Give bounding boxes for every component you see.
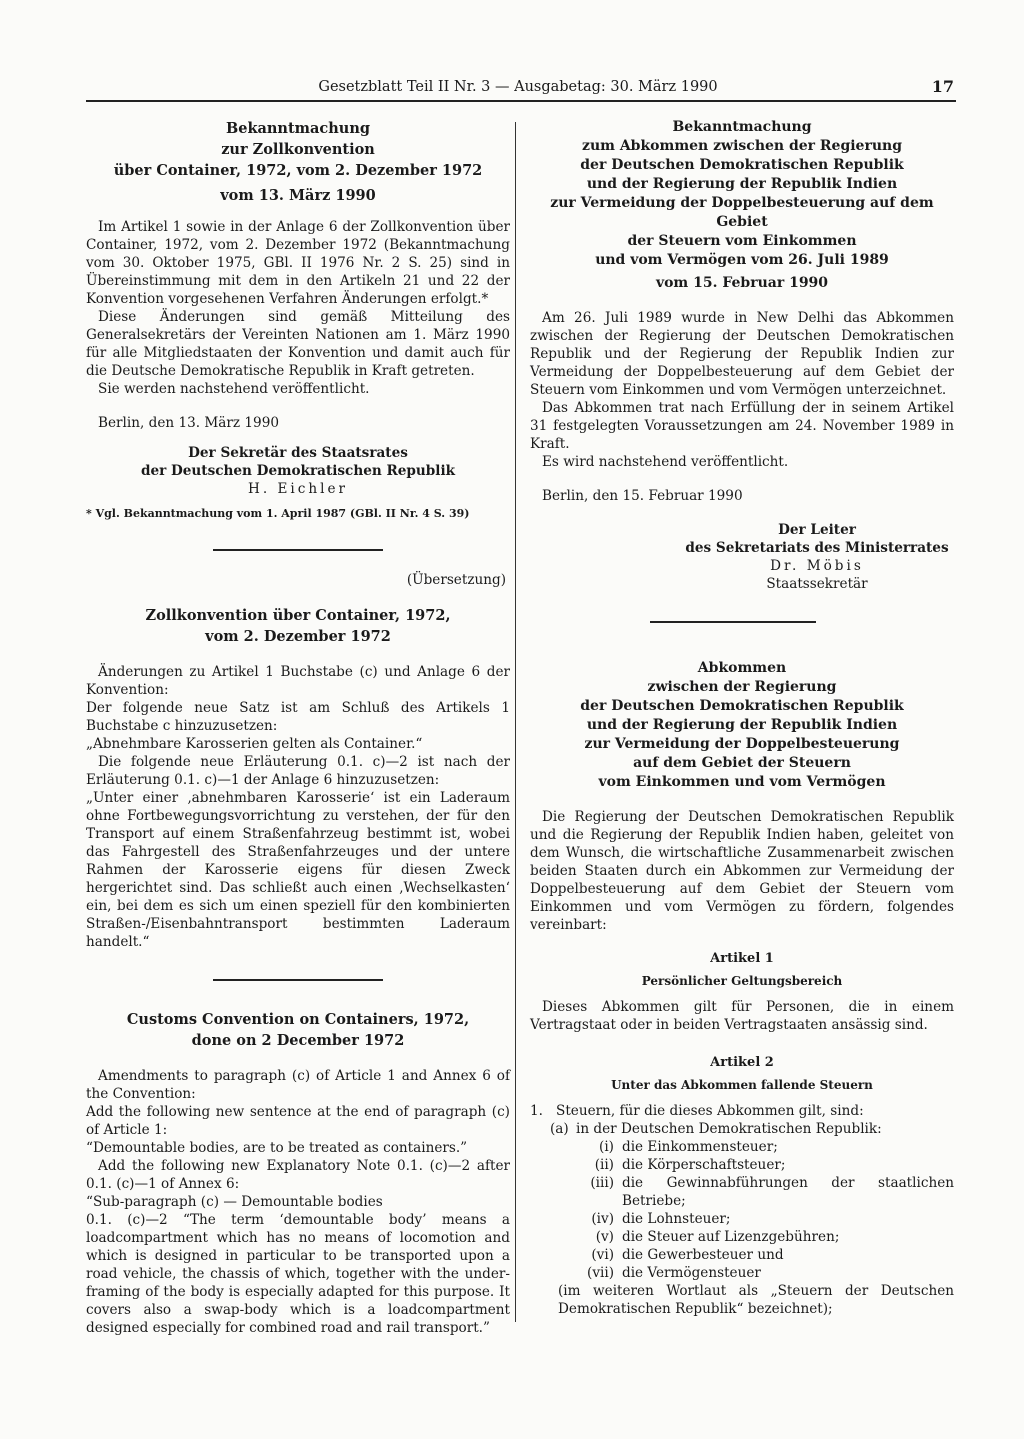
notice2-signatory-name: Dr. Möbis [770,558,864,574]
item-label: (a) [550,1121,569,1137]
notice2-title-line: zum Abkommen zwischen der Regierung [582,138,902,154]
agreement-title-line: Abkommen [697,660,787,676]
german-para-2: Der folgende neue Satz ist am Schluß des Artikels 1 Buchstabe c hinzuzusetzen: [86,700,510,734]
page-number: 17 [931,77,954,96]
notice2-title-line: der Steuern vom Einkommen [627,233,857,249]
notice1-title-line: zur Zollkonvention [221,141,375,158]
notice1-title-line: über Container, 1972, vom 2. Dezember 1972 [113,162,483,179]
item-label: (iii) [590,1175,614,1191]
list-item [530,1156,954,1174]
notice2-para-2: Das Abkommen trat nach Erfüllung der in seinem Artikel 31 festgelegten Voraussetzungen am 24. November 1989 in Kraft. [530,400,954,452]
item-label: (v) [595,1229,614,1245]
item-text: in der Deutschen Demokratischen Republik: [576,1121,882,1137]
article2-closing: (im weiteren Wortlaut als „Steuern der Deutschen Demokratischen Republik“ bezeichnet); [558,1283,954,1317]
notice1-para-1: Im Artikel 1 sowie in der Anlage 6 der Zollkonvention über Container, 1972, vom 2. Dezember 1972 (Bekanntmachung vom 30. Oktober 1975, GBl. II 1976 Nr. 2 S. 25) sind in Übereinstimmung mit dem in den Artikeln 21 und 22 der Konvention vorgesehenen Verfahren Änderungen erfolgt.* [86,219,510,307]
agreement-title-line: vom Einkommen und vom Vermögen [598,774,886,790]
german-title-line: vom 2. Dezember 1972 [205,628,391,645]
item-label: (iv) [591,1211,614,1227]
item-text: die Einkommensteuer; [622,1139,778,1155]
notice1-place-date: Berlin, den 13. März 1990 [98,415,279,431]
notice1-date: vom 13. März 1990 [220,187,376,204]
notice2-para-3: Es wird nachstehend veröffentlicht. [542,454,789,470]
item-label: (vi) [591,1247,614,1263]
left-column [86,118,510,1337]
english-para-3: “Demountable bodies, are to be treated as containers.” [86,1140,468,1156]
notice2-date: vom 15. Februar 1990 [655,275,829,291]
list-item [530,1120,954,1138]
notice1-signatory-name: H. Eichler [247,481,349,497]
notice2-signatory-title: Staatssekretär [766,576,868,592]
german-para-1: Änderungen zu Artikel 1 Buchstabe (c) und Anlage 6 der Konvention: [86,664,510,698]
english-text-title [86,1009,510,1051]
article2-list [530,1102,954,1282]
article1-heading: Artikel 1 [710,951,774,966]
article2-subheading: Unter das Abkommen fallende Steuern [611,1078,873,1092]
notice1-signatory-line: Der Sekretär des Staatsrates [188,445,408,461]
article1-text: Dieses Abkommen gilt für Personen, die in einem Vertragstaat oder in beiden Vertragstaaten ansässig sind. [530,999,954,1033]
german-title-line: Zollkonvention über Container, 1972, [145,607,451,624]
running-header: Gesetzblatt Teil II Nr. 3 — Ausgabetag: 30. März 1990 [318,79,718,95]
item-text: die Gewerbesteuer und [622,1247,784,1263]
item-text: Steuern, für die dieses Abkommen gilt, sind: [556,1103,864,1119]
item-label: (ii) [594,1157,614,1173]
notice1-title-line: Bekanntmachung [225,120,371,137]
notice2-title-line: und vom Vermögen vom 26. Juli 1989 [595,252,889,268]
translation-note: (Übersetzung) [406,572,506,588]
english-para-6: 0.1. (c)—2 “The term ‘demountable body’ means a loadcompartment which has no means of locomotion and which is designed in particular to be transported upon a road vehicle, the chassis of which, together with the under-framing of the body is especially adapted for this purpose. It covers also a swap-body which is a loadcompartment designed especially for combined road and rail transport.” [86,1212,510,1336]
list-item [530,1138,954,1156]
notice2-title-line: zur Vermeidung der Doppelbesteuerung auf dem Gebiet [550,195,934,230]
notice1-para-3: Sie werden nachstehend veröffentlicht. [98,381,370,397]
article2-heading: Artikel 2 [710,1055,774,1070]
english-para-4: Add the following new Explanatory Note 0.1. (c)—2 after 0.1. (c)—1 of Annex 6: [86,1158,510,1192]
item-text: die Vermögensteuer [622,1265,761,1281]
item-text: die Steuer auf Lizenzgebühren; [622,1229,840,1245]
agreement-title-line: zwischen der Regierung [647,679,837,695]
notice1-footnote: * Vgl. Bekanntmachung vom 1. April 1987 (GBl. II Nr. 4 S. 39) [86,507,470,520]
notice2-place-date: Berlin, den 15. Februar 1990 [542,488,743,504]
german-para-5: „Unter einer ‚abnehmbaren Karosserie‘ ist ein Laderaum ohne Fortbewegungsvorrichtung zu verstehen, der für den Transport auf einem Straßenfahrzeug bestimmt ist, wobei das Fahrgestell des Straßenfahrzeuges und der untere Rahmen der Karosserie eigens für diesen Zweck hergerichtet sind. Das schließt auch einen ‚Wechselkasten‘ ein, bei dem es sich um einen speziell für den kombinierten Straßen-/Eisenbahntransport bestimmten Laderaum handelt.“ [86,790,510,950]
item-text: die Körperschaftsteuer; [622,1157,786,1173]
german-para-4: Die folgende neue Erläuterung 0.1. c)—2 ist nach der Erläuterung 0.1. c)—1 der Anlage 6 hinzuzusetzen: [86,754,510,788]
notice2-signatory-line: Der Leiter [778,522,856,538]
english-para-5: “Sub-paragraph (c) — Demountable bodies [86,1194,383,1210]
agreement-title-line: der Deutschen Demokratischen Republik [580,698,904,714]
header-rule [86,100,956,102]
notice2-title-line: der Deutschen Demokratischen Republik [580,157,904,173]
german-para-3: „Abnehmbare Karosserien gelten als Container.“ [86,736,423,752]
notice2-title-line: Bekanntmachung [672,119,812,135]
notice2-para-1: Am 26. Juli 1989 wurde in New Delhi das Abkommen zwischen der Regierung der Deutschen Demokratischen Republik und der Regierung der Republik Indien zur Vermeidung der Doppelbesteuerung auf dem Gebiet der Steuern vom Einkommen und vom Vermögen unterzeichnet. [530,310,954,398]
notice1-title [86,118,510,206]
notice2-signatory-line: des Sekretariats des Ministerrates [685,540,949,556]
notice1-signatory-line: der Deutschen Demokratischen Republik [140,463,456,479]
agreement-title-line: zur Vermeidung der Doppelbesteuerung [584,736,900,752]
item-label: (vii) [587,1265,614,1281]
agreement-title-line: und der Regierung der Republik Indien [586,717,898,733]
article1-subheading: Persönlicher Geltungsbereich [641,974,843,988]
column-divider [515,122,516,1322]
right-column [530,118,954,1318]
notice1-para-2: Diese Änderungen sind gemäß Mitteilung des Generalsekretärs der Vereinten Nationen am 1. März 1990 für alle Mitgliedstaaten der Konvention und damit auch für die Deutsche Demokratische Republik in Kraft getreten. [86,309,510,379]
agreement-preamble: Die Regierung der Deutschen Demokratischen Republik und die Regierung der Republik Indien haben, geleitet von dem Wunsch, die wirtschaftliche Zusammenarbeit zwischen beiden Staaten durch ein Abkommen zur Vermeidung der Doppelbesteuerung auf dem Gebiet der Steuern vom Einkommen und vom Vermögen zu fördern, folgendes vereinbart: [530,809,954,933]
item-label: 1. [530,1103,543,1119]
german-text-title [86,605,510,647]
list-item [530,1246,954,1264]
agreement-title [530,659,954,792]
english-title-line: done on 2 December 1972 [191,1032,405,1049]
list-item [530,1174,954,1210]
list-item [530,1228,954,1246]
item-text: die Lohnsteuer; [622,1211,731,1227]
list-item [530,1102,954,1120]
notice2-title-line: und der Regierung der Republik Indien [586,176,898,192]
agreement-title-line: auf dem Gebiet der Steuern [633,755,851,771]
list-item [530,1210,954,1228]
item-text: die Gewinnabführungen der staatlichen Betriebe; [622,1175,954,1209]
list-item [530,1264,954,1282]
english-title-line: Customs Convention on Containers, 1972, [126,1011,470,1028]
english-para-1: Amendments to paragraph (c) of Article 1 and Annex 6 of the Convention: [86,1068,510,1102]
item-label: (i) [599,1139,614,1155]
english-para-2: Add the following new sentence at the end of paragraph (c) of Article 1: [86,1104,510,1138]
notice2-title [530,118,954,293]
